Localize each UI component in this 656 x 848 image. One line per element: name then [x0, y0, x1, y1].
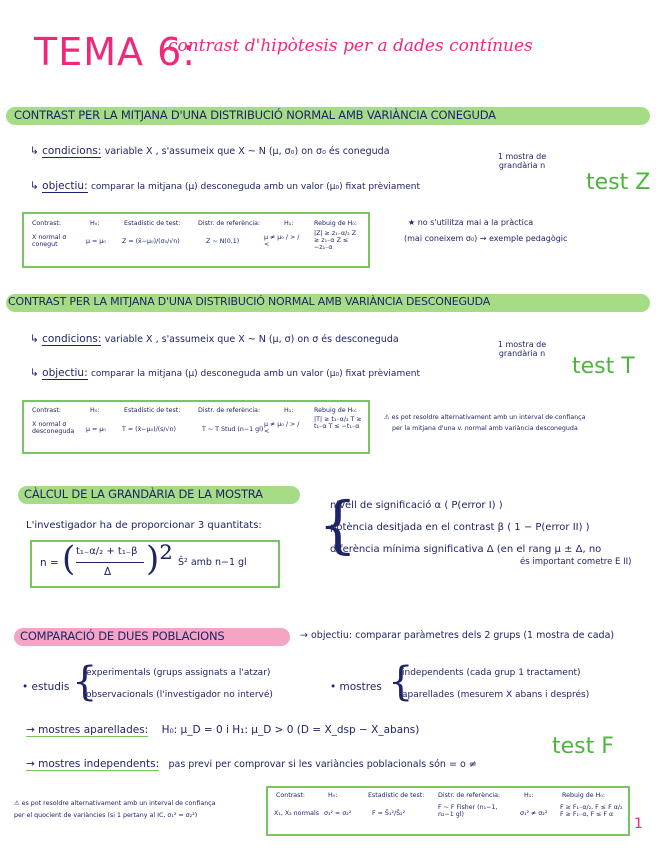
s2-table-h5: Rebuig de H₀: [314, 407, 357, 414]
s1-table-c5: |Z| ≥ z₁₋α/₂ Z ≥ z₁₋α Z ≤ −z₁₋α [314, 230, 357, 252]
s4-table-h4: H₁: [524, 792, 534, 799]
s4-table-h3: Distr. de referència: [438, 792, 501, 799]
s1-side-note: 1 mostra de grandària n [497, 152, 547, 170]
s4-objective: → objectiu: comparar paràmetres dels 2 grups (1 mostra de cada) [300, 630, 615, 641]
s4-paired [26, 724, 419, 736]
s4-note-1: ⚠ es pot resoldre alternativament amb un interval de confiança [14, 800, 216, 807]
s4-estudis-brace: { [72, 659, 98, 705]
s2-side-note: 1 mostra de grandària n [497, 340, 547, 358]
s2-table-h2: Estadístic de test: [124, 407, 181, 414]
s2-table-c3: T ~ T Stud (n−1 gl) [202, 426, 264, 433]
section1-heading: CONTRAST PER LA MITJANA D'UNA DISTRIBUCIÓ NORMAL AMB VARIÀNCIA CONEGUDA [14, 108, 496, 122]
s1-table-h1: H₀: [90, 220, 100, 227]
s4-estudis-2: observacionals (l'investigador no intervé) [86, 690, 273, 700]
s2-cond-label: condicions: [42, 333, 102, 345]
s3-formula-fraction-bar [76, 562, 144, 563]
s1-table-h5: Rebuig de H₀: [314, 220, 357, 227]
s1-table-h3: Distr. de referència: [198, 220, 261, 227]
s1-table-h4: H₁: [284, 220, 294, 227]
s3-formula-rest: Ŝ² amb n−1 gl [178, 557, 247, 568]
page-title: TEMA 6: [34, 30, 197, 74]
s4-table-c1: σ₁² = σ₂² [324, 810, 352, 817]
s2-table-h0: Contrast: [32, 407, 62, 414]
s2-table [22, 400, 370, 454]
s1-table-c3: Z ~ N(0,1) [206, 238, 240, 245]
s2-table-c4: μ ≠ μ₀ / > / < [264, 421, 300, 436]
s4-table-c3: F ~ F Fisher (n₁−1, n₂−1 gl) [438, 804, 498, 819]
s3-formula-paren-open: ( [62, 539, 76, 579]
s4-table [266, 786, 630, 836]
s4-mostres-1: independents (cada grup 1 tractament) [402, 668, 581, 678]
s2-conditions: ↳ condicions: variable X , s'assumeix que X ~ N (μ, σ) on σ és desconeguda [30, 333, 399, 345]
s4-mostres-label: • mostres [330, 681, 382, 693]
s1-table-c4: μ ≠ μ₀ / > / < [264, 234, 300, 249]
s2-table-c0: X normal σ desconeguda [32, 421, 75, 436]
s1-table-c2: Z = (x̄−μ₀)/(σ₀/√n) [122, 238, 180, 245]
s3-item-3: diferència mínima significativa Δ (en el rang μ ± Δ, no [330, 544, 602, 555]
s4-mostres-brace: { [388, 659, 414, 705]
s1-objective: ↳ objectiu: comparar la mitjana (μ) desconeguda amb un valor (μ₀) fixat prèviament [30, 180, 420, 192]
s1-note-1: ★ no s'utilitza mai a la pràctica [408, 218, 534, 227]
s1-table-c0: X normal σ conegut [32, 234, 67, 249]
s1-note-2: (mai coneixem σ₀) → exemple pedagògic [404, 234, 568, 243]
s2-obj-text: comparar la mitjana (μ) desconeguda amb un valor (μ₀) fixat prèviament [90, 369, 420, 379]
s2-table-h4: H₁: [284, 407, 294, 414]
s4-independent [26, 758, 477, 770]
s2-note-2: per la mitjana d'una v. normal amb variància desconeguda [392, 425, 578, 432]
s4-table-c2: F = Ŝ₁²/Ŝ₂² [372, 810, 406, 817]
s1-table-c1: μ = μ₀ [86, 238, 106, 245]
s4-test-name: test F [552, 734, 614, 759]
s3-item-2: potència desitjada en el contrast β ( 1 − P(error II) ) [330, 522, 590, 533]
page-subtitle: contrast d'hipòtesis per a dades contínues [168, 36, 533, 56]
s4-table-h0: Contrast: [276, 792, 306, 799]
s4-independent-label: → mostres independents: [26, 758, 160, 770]
s1-table [22, 212, 370, 268]
s4-table-h5: Rebuig de H₀: [562, 792, 605, 799]
s4-estudis-label: • estudis [22, 681, 70, 693]
s1-cond-label: condicions: [42, 145, 102, 157]
s2-objective: ↳ objectiu: comparar la mitjana (μ) desconeguda amb un valor (μ₀) fixat prèviament [30, 367, 420, 379]
s2-table-c2: T = (x̄−μ₀)/(s/√n) [122, 426, 177, 433]
s4-table-h1: H₀: [328, 792, 338, 799]
s4-mostres-2: aparellades (mesurem X abans i després) [402, 690, 590, 700]
s3-formula-denominator: Δ [104, 566, 112, 578]
s1-conditions: ↳ condicions: variable X , s'assumeix que X ~ N (μ, σ₀) on σ₀ és coneguda [30, 145, 390, 157]
s2-table-c1: μ = μ₀ [86, 426, 106, 433]
s1-obj-text: comparar la mitjana (μ) desconeguda amb un valor (μ₀) fixat prèviament [90, 182, 420, 192]
s2-obj-label: objectiu: [42, 367, 88, 379]
s4-table-h2: Estadístic de test: [368, 792, 425, 799]
s4-estudis-1: experimentals (grups assignats a l'atzar) [86, 668, 271, 678]
section4-heading: COMPARACIÓ DE DUES POBLACIONS [20, 629, 225, 643]
s4-table-c4: σ₁² ≠ σ₂² [520, 810, 548, 817]
s2-note-1: ⚠ es pot resoldre alternativament amb un interval de confiança [384, 414, 586, 421]
s3-formula-n: n = [40, 557, 59, 569]
s1-cond-text: variable X , s'assumeix que X ~ N (μ, σ₀) on σ₀ és coneguda [104, 146, 390, 157]
s4-table-c5: F ≥ F₁₋α/₂, F ≤ F α/₂ F ≥ F₁₋α, F ≤ F α [560, 804, 623, 819]
page-number: 1 [634, 816, 643, 832]
s2-table-h3: Distr. de referència: [198, 407, 261, 414]
section2-heading: CONTRAST PER LA MITJANA D'UNA DISTRIBUCIÓ NORMAL AMB VARIÀNCIA DESCONEGUDA [8, 295, 491, 308]
s4-note-2: per el quocient de variàncies (si 1 pertany al IC, σ₁² = σ₂²) [14, 812, 198, 819]
s2-cond-text: variable X , s'assumeix que X ~ N (μ, σ) on σ és desconeguda [104, 334, 399, 345]
s3-formula-numerator: t₁₋α/₂ + t₁₋β [76, 546, 138, 557]
s3-formula-box [30, 540, 280, 588]
s3-item-1: nivell de significació α ( P(error I) ) [330, 500, 503, 511]
s4-table-c0: X₁, X₂ normals [274, 810, 320, 817]
s2-table-c5: |T| ≥ t₁₋α/₂ T ≥ t₁₋α T ≤ −t₁₋α [314, 416, 362, 431]
s1-table-h2: Estadístic de test: [124, 220, 181, 227]
s3-formula-paren-close: )² [146, 539, 173, 579]
s4-paired-text: H₀: μ_D = 0 i H₁: μ_D > 0 (D = X_dsp − X_abans) [161, 724, 420, 736]
s3-brace: { [318, 488, 358, 561]
s2-test-name: test T [572, 354, 635, 379]
s3-item-3-cont: és important cometre E II) [520, 557, 632, 567]
s1-test-name: test Z [586, 170, 651, 195]
s2-table-h1: H₀: [90, 407, 100, 414]
s4-paired-label: → mostres aparellades: [26, 724, 149, 736]
section3-heading: CÀLCUL DE LA GRANDÀRIA DE LA MOSTRA [24, 487, 263, 501]
s1-obj-label: objectiu: [42, 180, 88, 192]
s3-intro: L'investigador ha de proporcionar 3 quantitats: [26, 520, 262, 531]
s1-table-h0: Contrast: [32, 220, 62, 227]
s4-independent-text: pas previ per comprovar si les variàncies poblacionals són = o ≠ [168, 759, 477, 770]
